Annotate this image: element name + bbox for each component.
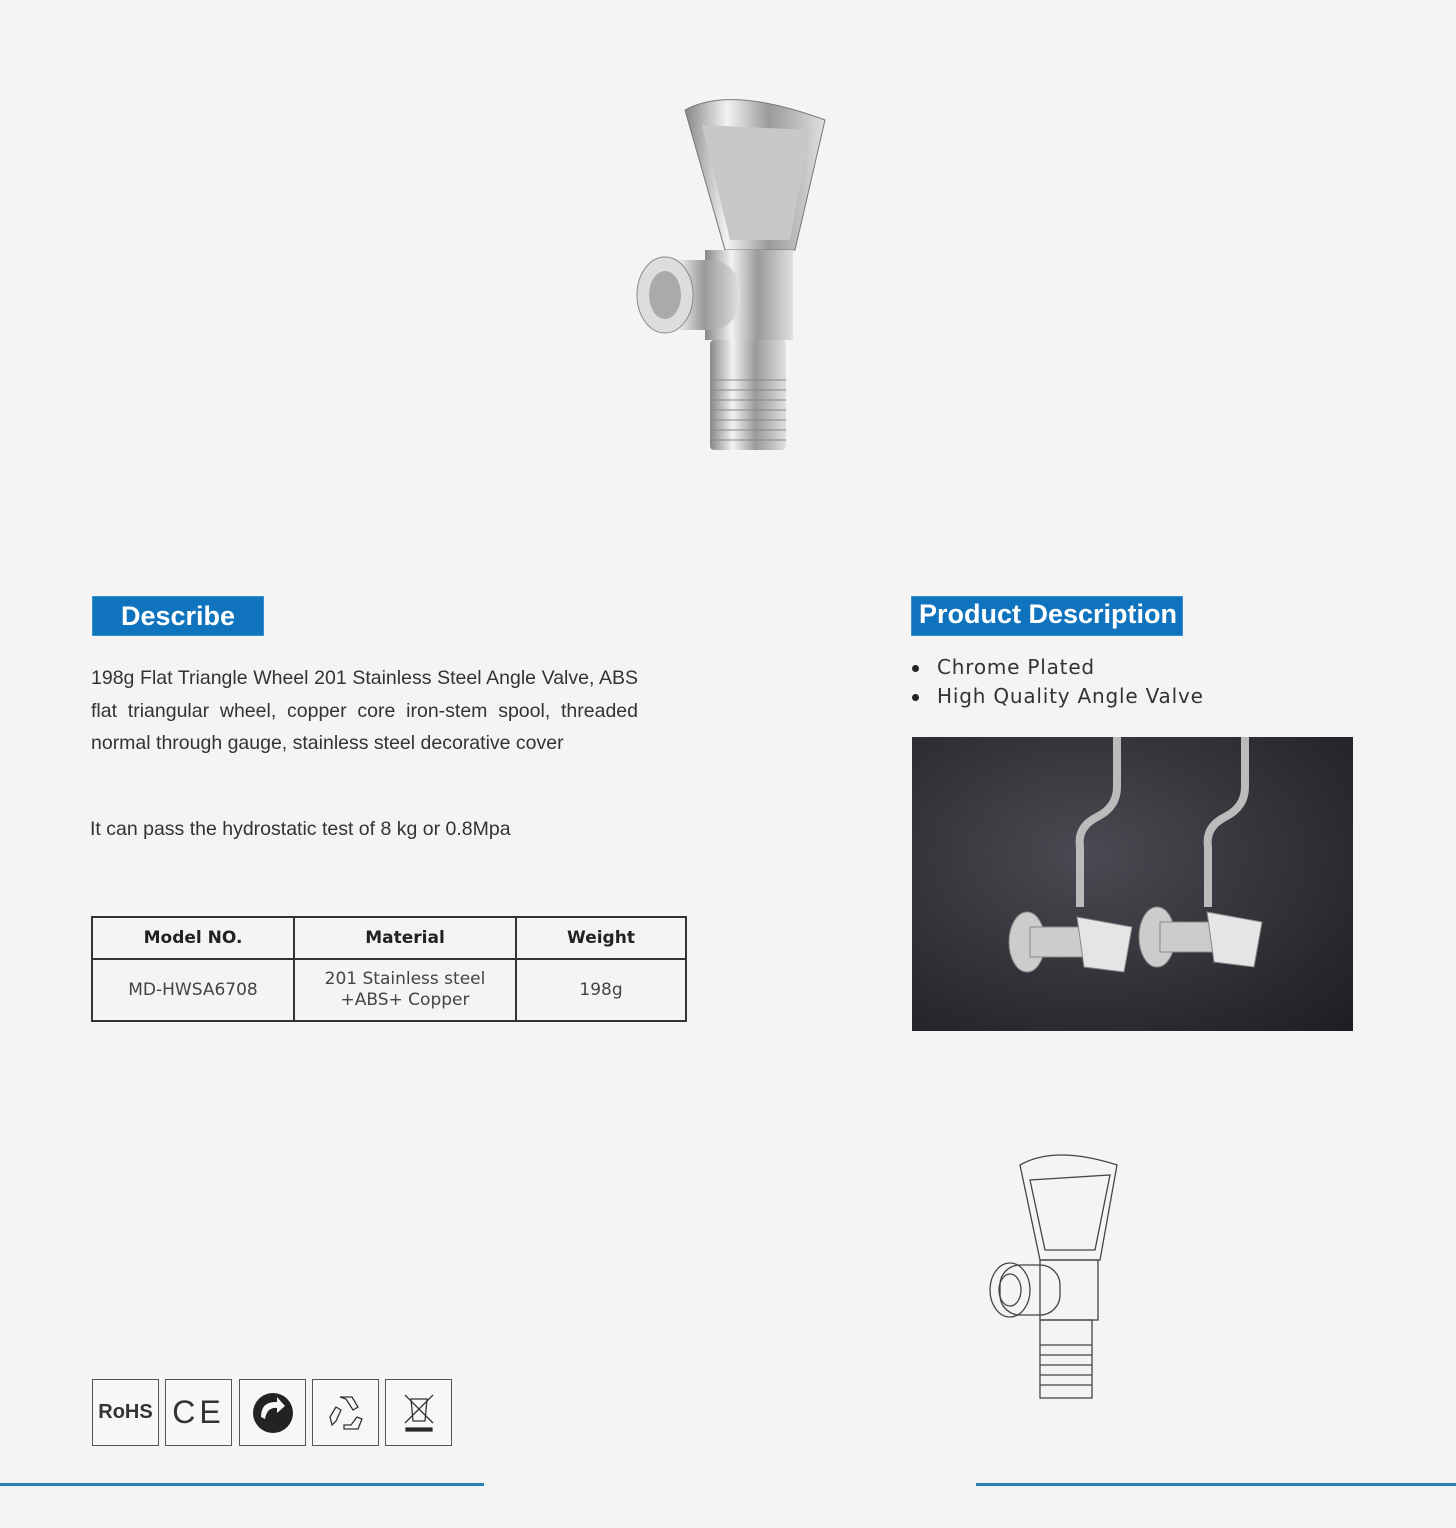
- feature-list: [912, 655, 1204, 713]
- cell-model: MD-HWSA6708: [92, 959, 294, 1021]
- list-item: Chrome Plated: [912, 655, 1204, 684]
- rohs-icon: [92, 1379, 159, 1446]
- cell-weight: 198g: [516, 959, 686, 1021]
- weee-bin-icon: [385, 1379, 452, 1446]
- ce-icon: [165, 1379, 232, 1446]
- list-item: High Quality Angle Valve: [912, 684, 1204, 713]
- green-dot-icon: [239, 1379, 306, 1446]
- rohs-label: RoHS: [98, 1401, 153, 1423]
- material-line-1: 201 Stainless steel: [324, 969, 486, 989]
- table-header-row: [92, 917, 686, 959]
- installed-valves-photo: [912, 737, 1353, 1031]
- product-description-heading: Product Description: [911, 596, 1183, 636]
- footer-divider-right: [976, 1483, 1456, 1486]
- spec-table: [91, 916, 687, 1022]
- header-material: Material: [294, 917, 516, 959]
- describe-heading: Describe: [92, 596, 264, 636]
- table-row: [92, 959, 686, 1021]
- valve-line-drawing: [985, 1150, 1125, 1405]
- header-model: Model NO.: [92, 917, 294, 959]
- footer-divider-left: [0, 1483, 484, 1486]
- cell-material: [294, 959, 516, 1021]
- hydrostatic-test-text: It can pass the hydrostatic test of 8 kg or 0.8Mpa: [90, 818, 511, 840]
- describe-text: 198g Flat Triangle Wheel 201 Stainless Steel Angle Valve, ABS flat triangular wheel, copper core iron-stem spool, threaded normal through gauge, stainless steel decorative cover: [91, 667, 638, 754]
- product-image-valve: [630, 90, 830, 470]
- header-weight: Weight: [516, 917, 686, 959]
- recycle-icon: [312, 1379, 379, 1446]
- ce-label: CE: [172, 1394, 225, 1430]
- material-line-2: +ABS+ Copper: [340, 990, 470, 1010]
